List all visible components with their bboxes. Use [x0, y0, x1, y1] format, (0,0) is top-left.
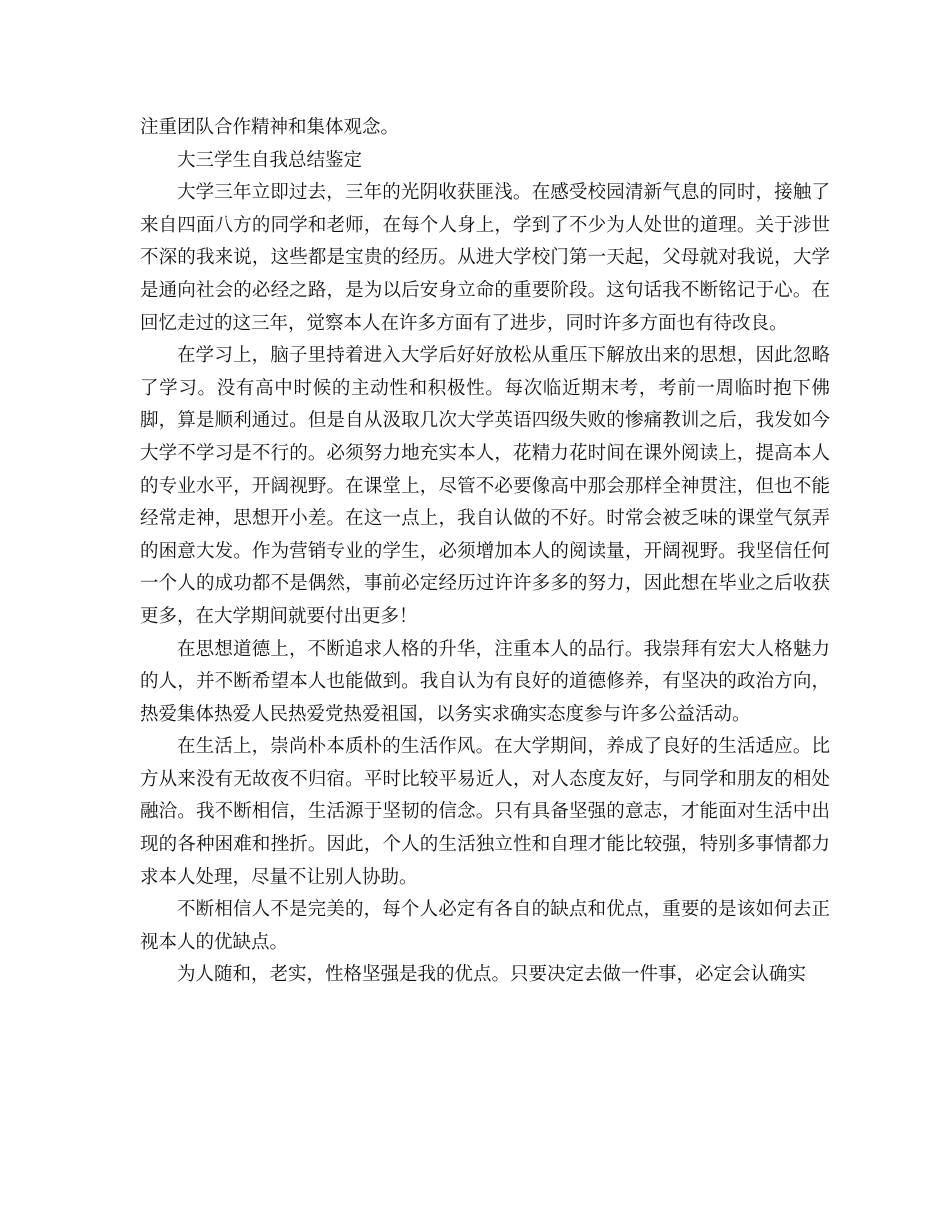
document-body — [140, 112, 830, 992]
paragraph-personality: 为人随和，老实，性格坚强是我的优点。只要决定去做一件事，必定会认确实 — [177, 964, 807, 986]
paragraph-morality: 在思想道德上，不断追求人格的升华，注重本人的品行。我崇拜有宏大人格魅力的人，并不断希望本人也能做到。我自认为有良好的道德修养，有坚决的政治方向，热爱集体热爱人民热爱党热爱祖国，以务实求确实态度参与许多公益活动。 — [140, 638, 830, 725]
paragraph-strengths-weaknesses: 不断相信人不是完美的，每个人必定有各自的缺点和优点，重要的是该如何去正视本人的优缺点。 — [140, 899, 830, 953]
paragraph-1: 注重团队合作精神和集体观念。 — [140, 117, 400, 138]
paragraph-intro: 大学三年立即过去，三年的光阴收获匪浅。在感受校园清新气息的同时，接触了来自四面八方的同学和老师，在每个人身上，学到了不少为人处世的道理。关于涉世不深的我来说，这些都是宝贵的经历。从进大学校门第一天起，父母就对我说，大学是通向社会的必经之路，是为以后安身立命的重要阶段。这句话我不断铭记于心。在回忆走过的这三年，觉察本人在许多方面有了进步，同时许多方面也有待改良。 — [140, 182, 830, 334]
paragraph-study: 在学习上，脑子里持着进入大学后好好放松从重压下解放出来的思想，因此忽略了学习。没有高中时候的主动性和积极性。每次临近期末考，考前一周临时抱下佛脚，算是顺利通过。但是自从汲取几次大学英语四级失败的惨痛教训之后，我发如今大学不学习是不行的。必须努力地充实本人，花精力花时间在课外阅读上，提高本人的专业水平，开阔视野。在课堂上，尽管不必要像高中那会那样全神贯注，但也不能经常走神，思想开小差。在这一点上，我自认做的不好。时常会被乏味的课堂气氛弄的困意大发。作为营销专业的学生，必须增加本人的阅读量，开阔视野。我坚信任何一个人的成功都不是偶然，事前必定经历过许许多多的努力，因此想在毕业之后收获更多，在大学期间就要付出更多！ — [140, 345, 830, 627]
paragraph-life: 在生活上，崇尚朴本质朴的生活作风。在大学期间，养成了良好的生活适应。比方从来没有无故夜不归宿。平时比较平易近人，对人态度友好，与同学和朋友的相处融洽。我不断相信，生活源于坚韧的信念。只有具备坚强的意志，才能面对生活中出现的各种困难和挫折。因此，个人的生活独立性和自理才能比较强，特别多事情都力求本人处理，尽量不让别人协助。 — [140, 736, 830, 888]
section-heading: 大三学生自我总结鉴定 — [177, 149, 363, 171]
